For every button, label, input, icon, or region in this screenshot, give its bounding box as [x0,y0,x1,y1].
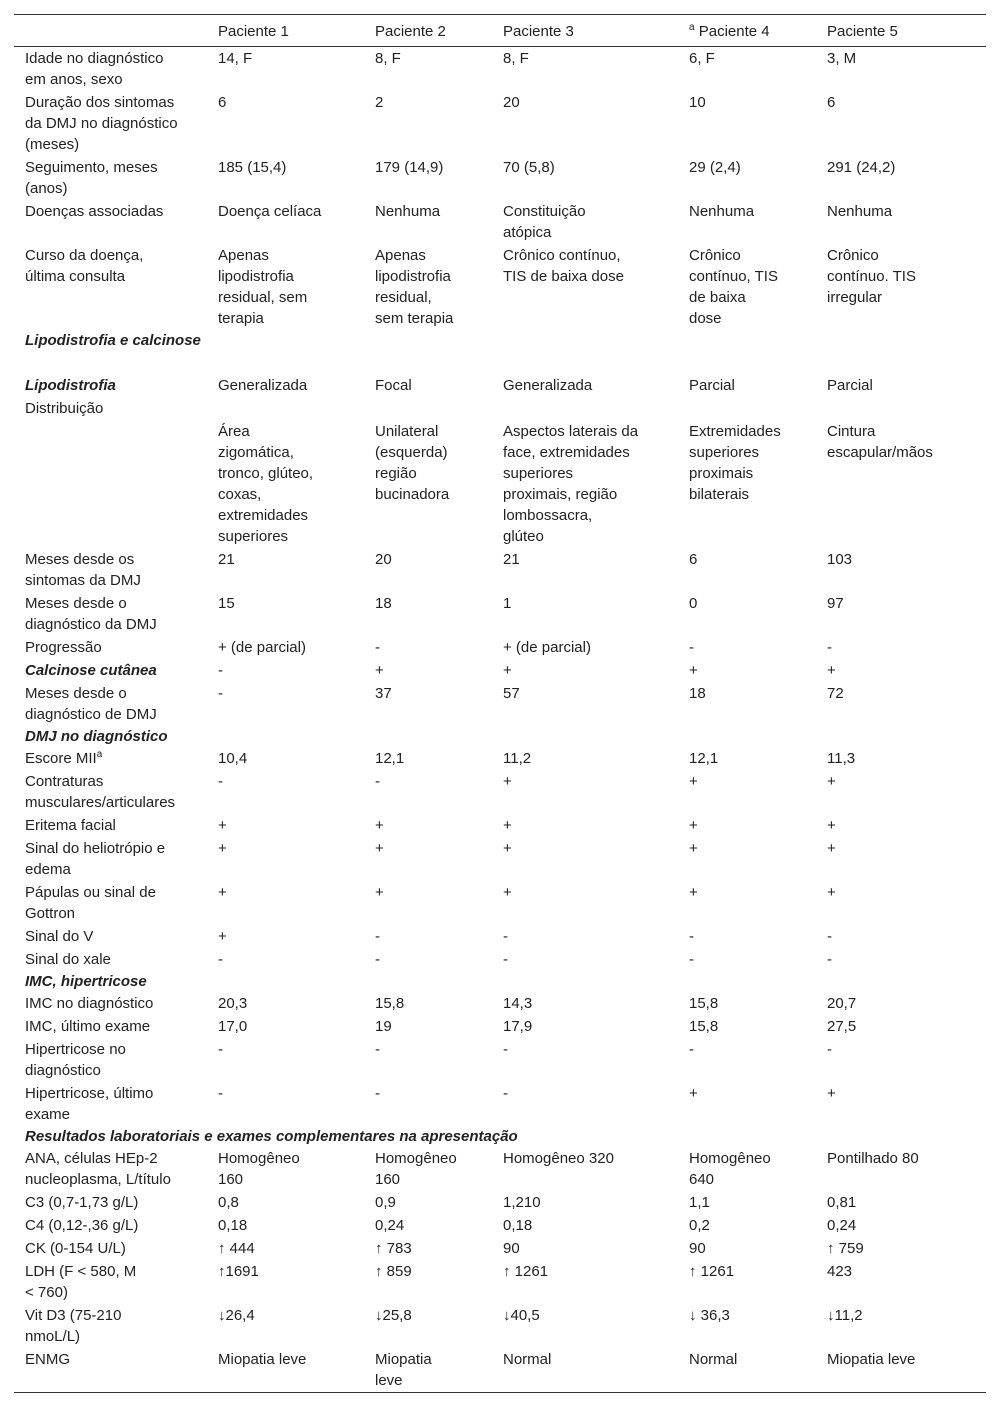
row-label: Doenças associadas [25,203,164,220]
cell-paciente-3: Homogêneo 320 [503,1150,614,1167]
cell-paciente-2 [375,398,503,419]
table-row [14,47,986,91]
cell-paciente-4: ↑ 1261 [689,1263,735,1280]
cell-paciente-4: 15,8 [689,1018,719,1035]
cell-paciente-3: + (de parcial) [503,639,591,656]
cell-paciente-5: 0,24 [827,1217,857,1234]
cell-paciente-4: - [689,639,694,656]
cell-paciente-3: 57 [503,685,520,702]
cell-paciente-3: - [503,951,508,968]
cell-paciente-4: 1,1 [689,1194,710,1211]
header-cell-3: Paciente 3 [503,23,574,40]
cell-paciente-5: 0,81 [827,1194,857,1211]
cell-paciente-3: ↑ 1261 [503,1263,549,1280]
table-row [14,1015,986,1038]
cell-paciente-4: 0 [689,595,698,612]
row-label: C4 (0,12-,36 g/L) [25,1217,139,1234]
table-row [14,1038,986,1082]
cell-paciente-5: + [827,1085,836,1102]
cell-paciente-3: 20 [503,94,520,111]
cell-paciente-3: Generalizada [503,377,593,394]
table-row [14,948,986,971]
cell-paciente-3 [503,398,689,419]
cell-paciente-2: - [375,1085,380,1102]
cell-paciente-2: - [375,1041,380,1058]
cell-paciente-4: Extremidades superiores proximais bilaterais [689,423,781,503]
row-label: LDH (F < 580, M < 760) [25,1263,137,1301]
cell-paciente-3: Crônico contínuo, TIS de baixa dose [503,247,624,285]
cell-paciente-4: 29 (2,4) [689,159,741,176]
cell-paciente-2: ↑ 783 [375,1240,412,1257]
table-row [14,420,986,548]
row-label: Idade no diagnóstico em anos, sexo [25,50,164,88]
cell-paciente-1: 14, F [218,50,253,67]
cell-paciente-5: - [827,928,832,945]
cell-paciente-2: Unilateral (esquerda) região bucinadora [375,423,450,503]
cell-paciente-2: Homogêneo 160 [375,1150,457,1188]
header-cell-5: Paciente 5 [827,23,898,40]
cell-paciente-2: Nenhuma [375,203,441,220]
cell-paciente-4: + [689,773,698,790]
cell-paciente-5: 423 [827,1263,853,1280]
cell-paciente-1: 15 [218,595,235,612]
cell-paciente-4: Parcial [689,377,735,394]
cell-paciente-5: Parcial [827,377,873,394]
table-row [14,636,986,659]
row-label: Pápulas ou sinal de Gottron [25,884,156,922]
cell-paciente-3: ↓40,5 [503,1307,540,1324]
row-label: Distribuição [25,400,104,417]
data-table [14,14,986,1393]
cell-paciente-4: - [689,951,694,968]
cell-paciente-3: 17,9 [503,1018,533,1035]
row-label: Meses desde o diagnóstico de DMJ [25,685,157,723]
cell-paciente-4: - [689,928,694,945]
cell-paciente-3: - [503,1085,508,1102]
cell-paciente-1: ↑1691 [218,1263,259,1280]
cell-paciente-5: ↑ 759 [827,1240,864,1257]
cell-paciente-4: + [689,884,698,901]
table-row [14,244,986,330]
cell-paciente-1: - [218,951,223,968]
cell-paciente-1: - [218,773,223,790]
table-row [14,770,986,814]
cell-paciente-1: + (de parcial) [218,639,306,656]
table-row [14,548,986,592]
table-row [14,659,986,682]
row-label-text: Escore MII [25,750,97,767]
cell-paciente-4: - [689,1041,694,1058]
cell-paciente-2: + [375,817,384,834]
cell-paciente-1: Doença celíaca [218,203,322,220]
row-label [14,748,218,769]
cell-paciente-3: 11,2 [503,750,532,767]
table-row [14,1237,986,1260]
row-label: Meses desde o diagnóstico da DMJ [25,595,157,633]
row-label: Sinal do heliotrópio e edema [25,840,166,878]
cell-paciente-4: + [689,817,698,834]
cell-paciente-5: + [827,884,836,901]
cell-paciente-5: - [827,951,832,968]
cell-paciente-2: - [375,639,380,656]
cell-paciente-1: 6 [218,94,227,111]
row-label: IMC no diagnóstico [25,995,154,1012]
table-row [14,156,986,200]
cell-paciente-1: Homogêneo 160 [218,1150,300,1188]
header-footnote-marker: a [689,22,695,33]
cell-paciente-5: 3, M [827,50,857,67]
cell-paciente-5: 97 [827,595,844,612]
cell-paciente-1: + [218,840,227,857]
cell-paciente-5: 27,5 [827,1018,857,1035]
cell-paciente-5: 11,3 [827,750,856,767]
cell-paciente-3: Aspectos laterais da face, extremidades superiores proximais, região lombossacra, glúteo [503,423,639,545]
row-label: ENMG [25,1351,70,1368]
cell-paciente-3: 8, F [503,50,529,67]
row-label: Calcinose cutânea [25,662,157,679]
cell-paciente-5: Cintura escapular/mãos [827,423,933,461]
cell-paciente-1: 17,0 [218,1018,248,1035]
cell-paciente-1: - [218,685,223,702]
row-label: ANA, células HEp-2 nucleoplasma, L/título [25,1150,171,1188]
row-label: Lipodistrofia [25,377,116,394]
cell-paciente-3: 1,210 [503,1194,541,1211]
cell-paciente-2: + [375,840,384,857]
cell-paciente-2: ↑ 859 [375,1263,412,1280]
cell-paciente-2: 2 [375,94,384,111]
table-row [14,1191,986,1214]
table-row [14,814,986,837]
cell-paciente-5: + [827,662,836,679]
cell-paciente-2: 18 [375,595,392,612]
table-row [14,682,986,726]
cell-paciente-4: Normal [689,1351,738,1368]
cell-paciente-5: ↓11,2 [827,1307,863,1324]
cell-paciente-2: 37 [375,685,392,702]
row-label: C3 (0,7-1,73 g/L) [25,1194,139,1211]
table-row [14,1260,986,1304]
cell-paciente-4: + [689,1085,698,1102]
cell-paciente-4: 10 [689,94,706,111]
table-row [14,1348,986,1392]
table-row [14,1082,986,1126]
cell-paciente-2: - [375,773,380,790]
cell-paciente-5: Miopatia leve [827,1351,916,1368]
row-label: Sinal do V [25,928,94,945]
cell-paciente-3: - [503,928,508,945]
cell-paciente-1: + [218,928,227,945]
cell-paciente-4: Crônico contínuo, TIS de baixa dose [689,247,778,327]
cell-paciente-2: - [375,928,380,945]
table-row [14,881,986,925]
table-row [14,747,986,770]
cell-paciente-5: + [827,840,836,857]
table-row [14,837,986,881]
cell-paciente-1: - [218,1085,223,1102]
cell-paciente-5: 291 (24,2) [827,159,896,176]
cell-paciente-1: ↓26,4 [218,1307,255,1324]
cell-paciente-4: Homogêneo 640 [689,1150,771,1188]
cell-paciente-2: 0,9 [375,1194,396,1211]
cell-paciente-2: 15,8 [375,995,405,1012]
cell-paciente-3: + [503,817,512,834]
row-label: Contraturas musculares/articulares [25,773,176,811]
cell-paciente-5: + [827,773,836,790]
cell-paciente-1: ↑ 444 [218,1240,255,1257]
cell-paciente-2: 12,1 [375,750,405,767]
cell-paciente-1: 185 (15,4) [218,159,287,176]
cell-paciente-4: 15,8 [689,995,719,1012]
footnote-marker: a [96,749,103,760]
table-row [14,992,986,1015]
row-label: Vit D3 (75-210 nmoL/L) [25,1307,122,1345]
cell-paciente-1: - [218,662,223,679]
table-body [14,47,986,1392]
row-label: Seguimento, meses (anos) [25,159,158,197]
section-heading-row [14,971,986,992]
table-row [14,1147,986,1191]
cell-paciente-4: 0,2 [689,1217,710,1234]
cell-paciente-4 [689,398,827,419]
spacer-row [14,351,986,374]
cell-paciente-4: 18 [689,685,706,702]
cell-paciente-2: + [375,884,384,901]
cell-paciente-3: + [503,773,512,790]
row-label: Sinal do xale [25,951,111,968]
cell-paciente-5: 6 [827,94,836,111]
cell-paciente-1: 10,4 [218,750,248,767]
cell-paciente-1: 0,8 [218,1194,239,1211]
row-label: Eritema facial [25,817,116,834]
cell-paciente-5: - [827,639,832,656]
section-heading: IMC, hipertricose [25,973,147,990]
cell-paciente-1: 20,3 [218,995,248,1012]
cell-paciente-3: Constituição atópica [503,203,586,241]
table-row [14,91,986,156]
table-row [14,925,986,948]
cell-paciente-2: Apenas lipodistrofia residual, sem terapia [375,247,454,327]
cell-paciente-3: + [503,884,512,901]
cell-paciente-2: - [375,951,380,968]
cell-paciente-2: ↓25,8 [375,1307,412,1324]
cell-paciente-5 [827,398,986,419]
header-cell-2: Paciente 2 [375,23,446,40]
row-label: IMC, último exame [25,1018,151,1035]
cell-paciente-5: + [827,817,836,834]
cell-paciente-5: Crônico contínuo. TIS irregular [827,247,916,306]
cell-paciente-2: + [375,662,384,679]
section-heading-row [14,1126,986,1147]
cell-paciente-1: Área zigomática, tronco, glúteo, coxas, extremidades superiores [218,423,314,545]
row-label: Hipertricose, último exame [25,1085,154,1123]
cell-paciente-3: + [503,840,512,857]
cell-paciente-1: 0,18 [218,1217,248,1234]
cell-paciente-4: 6 [689,551,698,568]
cell-paciente-3: 21 [503,551,520,568]
cell-paciente-2: 8, F [375,50,401,67]
cell-paciente-5: 103 [827,551,853,568]
row-label: Meses desde os sintomas da DMJ [25,551,141,589]
section-heading: DMJ no diagnóstico [25,728,168,745]
cell-paciente-2: 0,24 [375,1217,405,1234]
row-label: CK (0-154 U/L) [25,1240,126,1257]
cell-paciente-4: Nenhuma [689,203,755,220]
cell-paciente-2: Focal [375,377,412,394]
section-heading-row [14,330,986,351]
cell-paciente-4: 90 [689,1240,706,1257]
row-label: Curso da doença, última consulta [25,247,144,285]
cell-paciente-4: 12,1 [689,750,719,767]
table-row [14,1214,986,1237]
header-cell-4-label: Paciente 4 [698,23,770,40]
cell-paciente-2: 19 [375,1018,392,1035]
cell-paciente-5: 72 [827,685,844,702]
cell-paciente-2: Miopatia leve [375,1351,432,1389]
section-heading-row [14,726,986,747]
cell-paciente-5: 20,7 [827,995,857,1012]
header-cell-0 [14,21,218,42]
cell-paciente-3: 90 [503,1240,520,1257]
row-label: Progressão [25,639,102,656]
header-cell-1: Paciente 1 [218,23,289,40]
row-label: Hipertricose no diagnóstico [25,1041,126,1079]
cell-paciente-1: Apenas lipodistrofia residual, sem terapia [218,247,308,327]
table-row [14,592,986,636]
cell-paciente-3: + [503,662,512,679]
table-row [14,374,986,397]
cell-paciente-3: 70 (5,8) [503,159,555,176]
cell-paciente-4: ↓ 36,3 [689,1307,730,1324]
section-heading: Resultados laboratoriais e exames complementares na apresentação [25,1128,518,1145]
cell-paciente-5: - [827,1041,832,1058]
cell-paciente-1 [218,398,375,419]
row-label: Duração dos sintomas da DMJ no diagnóstico (meses) [25,94,178,153]
table-row [14,200,986,244]
header-cell-4 [689,21,827,42]
cell-paciente-3: 14,3 [503,995,533,1012]
cell-paciente-3: 0,18 [503,1217,533,1234]
cell-paciente-2: 179 (14,9) [375,159,444,176]
cell-paciente-1: + [218,817,227,834]
table-row [14,1304,986,1348]
cell-paciente-4: + [689,662,698,679]
section-heading: Lipodistrofia e calcinose [25,332,201,349]
cell-paciente-1: Generalizada [218,377,308,394]
cell-paciente-1: - [218,1041,223,1058]
table-header [14,15,986,47]
cell-paciente-4: 6, F [689,50,715,67]
cell-paciente-1: Miopatia leve [218,1351,307,1368]
cell-paciente-2: 20 [375,551,392,568]
cell-paciente-5: Pontilhado 80 [827,1150,919,1167]
cell-paciente-1: + [218,884,227,901]
cell-paciente-3: 1 [503,595,512,612]
cell-paciente-3: Normal [503,1351,552,1368]
table-row [14,397,986,420]
cell-paciente-4: + [689,840,698,857]
cell-paciente-3: - [503,1041,508,1058]
cell-paciente-1: 21 [218,551,235,568]
row-label [14,421,218,547]
cell-paciente-5: Nenhuma [827,203,893,220]
